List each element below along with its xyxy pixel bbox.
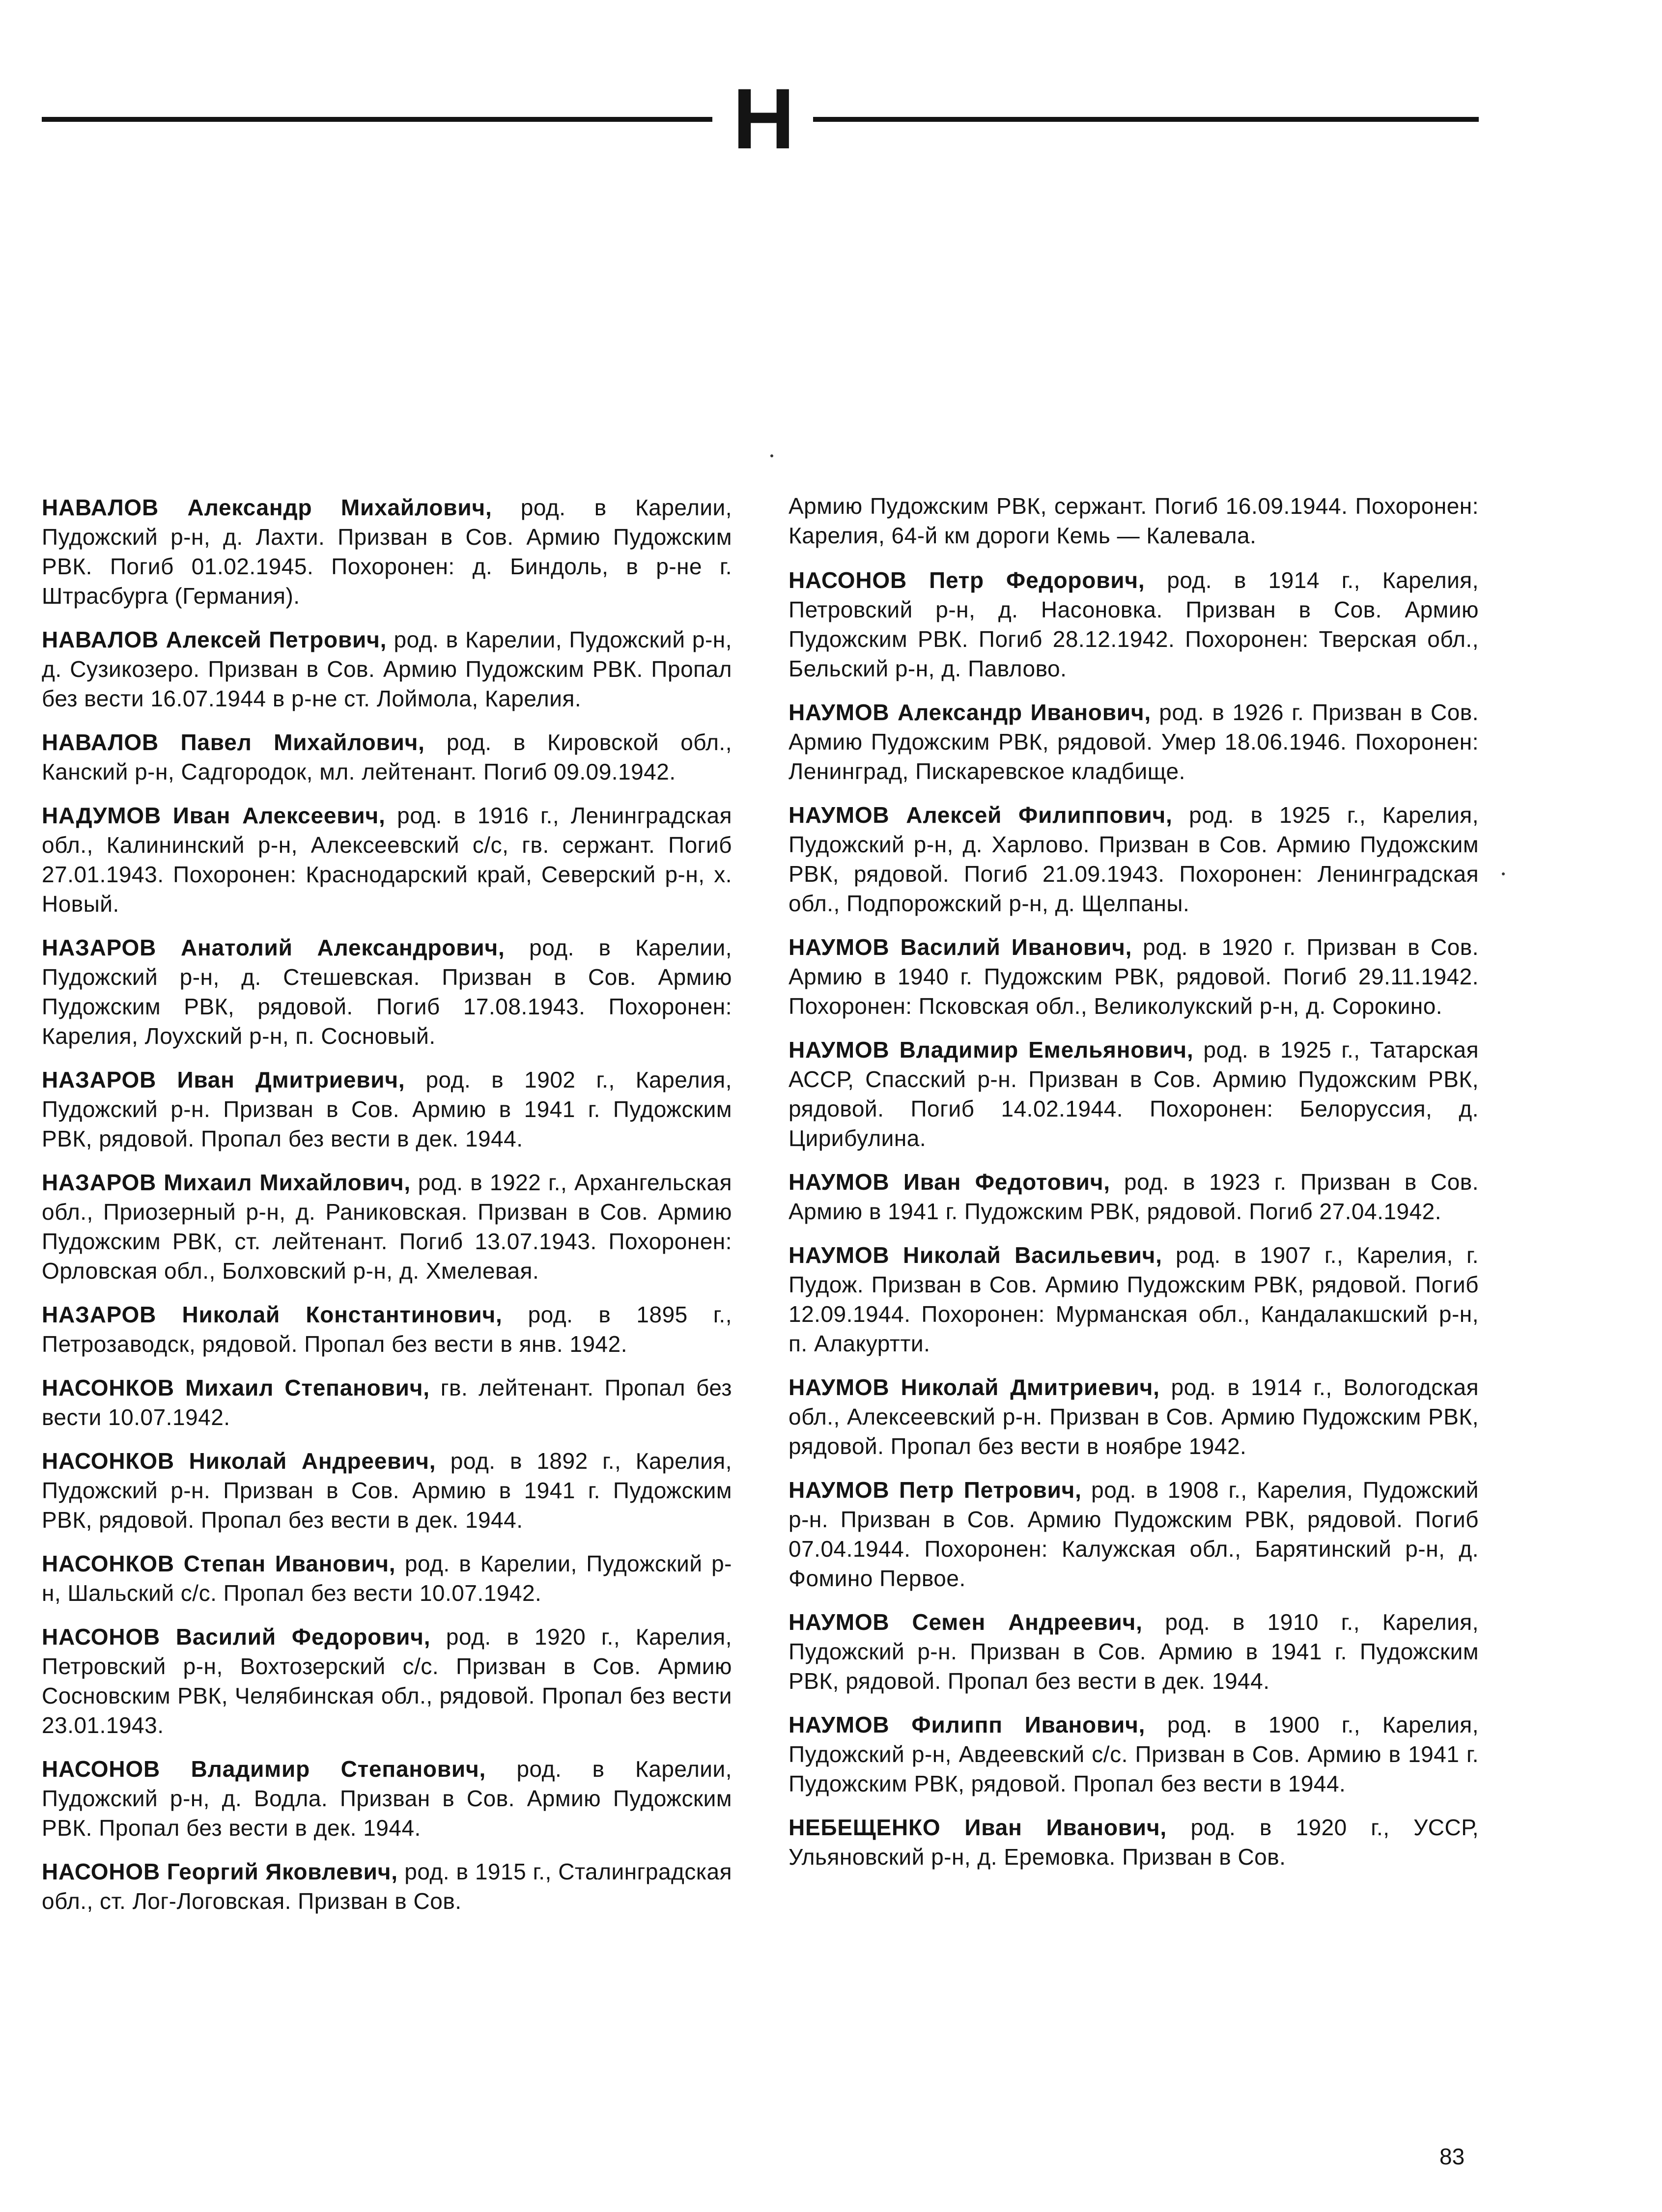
entry-text: род. в 1920 г. Призван в Сов. Армию в 1940 г. Пудожским РВК, рядовой. Погиб 29.11.1942. Похоронен: Псковская обл., Великолукский р-н, д. Сорокино. xyxy=(789,934,1479,1019)
entry-name: НАЗАРОВ Михаил Михайлович, xyxy=(42,1170,411,1195)
entry xyxy=(42,1446,732,1535)
header-rule-left xyxy=(42,117,712,122)
entry-name: НАУМОВ Петр Петрович, xyxy=(789,1477,1082,1503)
entry xyxy=(42,1065,732,1153)
entry xyxy=(42,1168,732,1286)
entry-text: род. в 1925 г., Татарская АССР, Спасский р-н. Призван в Сов. Армию Пудожским РВК, рядовой. Погиб 14.02.1944. Похоронен: Белоруссия, д. Цирибулина. xyxy=(789,1037,1479,1151)
entry-name: НАУМОВ Василий Иванович, xyxy=(789,934,1132,960)
entry-name: НЕБЕЩЕНКО Иван Иванович, xyxy=(789,1815,1167,1840)
section-header xyxy=(42,71,1479,167)
entry xyxy=(42,1300,732,1359)
entry-name: НАВАЛОВ Павел Михайлович, xyxy=(42,729,425,755)
entry-text: род. в 1892 г., Карелия, Пудожский р-н. Призван в Сов. Армию в 1941 г. Пудожским РВК, рядовой. Пропал без вести в дек. 1944. xyxy=(42,1448,732,1533)
entry-text: Армию Пудожским РВК, сержант. Погиб 16.09.1944. Похоронен: Карелия, 64-й км дороги Кемь — Калевала. xyxy=(789,493,1479,548)
section-letter: Н xyxy=(732,71,793,167)
entry xyxy=(789,1372,1479,1461)
entry-text: род. в 1915 г., Сталинградская обл., ст. Лог-Логовская. Призван в Сов. xyxy=(42,1859,732,1914)
entry xyxy=(789,800,1479,918)
entry-text: род. в 1920 г., УССР, Ульяновский р-н, д. Еремовка. Призван в Сов. xyxy=(789,1815,1479,1870)
entry xyxy=(42,1373,732,1432)
entry-text: род. в Кировской обл., Канский р-н, Садгородок, мл. лейтенант. Погиб 09.09.1942. xyxy=(42,729,732,784)
entry-name: НАУМОВ Александр Иванович, xyxy=(789,700,1151,725)
entry-text: род. в 1925 г., Карелия, Пудожский р-н, д. Харлово. Призван в Сов. Армию Пудожским РВК, рядовой. Погиб 21.09.1943. Похоронен: Ленинградская обл., Подпорожский р-н, д. Щелпаны. xyxy=(789,802,1479,916)
entry-text: род. в 1914 г., Вологодская обл., Алексеевский р-н. Призван в Сов. Армию Пудожским РВК, рядовой. Пропал без вести в ноябре 1942. xyxy=(789,1374,1479,1459)
entry-text: род. в Карелии, Пудожский р-н, д. Сузикозеро. Призван в Сов. Армию Пудожским РВК. Пропал без вести 16.07.1944 в р-не ст. Лоймола, Карелия. xyxy=(42,627,732,711)
entry xyxy=(42,493,732,611)
entry-text: род. в 1902 г., Карелия, Пудожский р-н. Призван в Сов. Армию в 1941 г. Пудожским РВК, рядовой. Пропал без вести в дек. 1944. xyxy=(42,1067,732,1151)
entry xyxy=(42,625,732,713)
entry-name: НАСОНОВ Георгий Яковлевич, xyxy=(42,1859,398,1884)
entry-name: НАУМОВ Семен Андреевич, xyxy=(789,1609,1143,1635)
page-number: 83 xyxy=(1439,2144,1465,2169)
entry-name: НАУМОВ Владимир Емельянович, xyxy=(789,1037,1194,1063)
entry-name: НАДУМОВ Иван Алексеевич, xyxy=(42,803,386,828)
entry-name: НАУМОВ Иван Федотович, xyxy=(789,1169,1110,1195)
entry-name: НАСОНОВ Петр Федорович, xyxy=(789,567,1145,593)
entry-name: НАЗАРОВ Анатолий Александрович, xyxy=(42,935,505,960)
entry-name: НАЗАРОВ Николай Константинович, xyxy=(42,1302,503,1327)
left-column xyxy=(42,493,732,1930)
entry-text: гв. лейтенант. Пропал без вести 10.07.1942. xyxy=(42,1375,732,1430)
entry xyxy=(789,932,1479,1021)
print-speck xyxy=(1502,872,1505,875)
entry-text: род. в Карелии, Пудожский р-н, д. Стешевская. Призван в Сов. Армию Пудожским РВК, рядовой. Погиб 17.08.1943. Похоронен: Карелия, Лоухский р-н, п. Сосновый. xyxy=(42,935,732,1049)
entry xyxy=(789,565,1479,683)
entry xyxy=(789,1813,1479,1872)
entry xyxy=(42,1549,732,1608)
entry-text: род. в 1916 г., Ленинградская обл., Калининский р-н, Алексеевский с/с, гв. сержант. Погиб 27.01.1943. Похоронен: Краснодарский край, Северский р-н, х. Новый. xyxy=(42,803,732,917)
entry-name: НАВАЛОВ Алексей Петрович, xyxy=(42,627,387,652)
entry-text: род. в 1923 г. Призван в Сов. Армию в 1941 г. Пудожским РВК, рядовой. Погиб 27.04.1942. xyxy=(789,1169,1479,1224)
entry-name: НАУМОВ Николай Васильевич, xyxy=(789,1242,1162,1268)
entry xyxy=(42,933,732,1051)
entry-text: род. в 1914 г., Карелия, Петровский р-н, д. Насоновка. Призван в Сов. Армию Пудожским РВК. Погиб 28.12.1942. Похоронен: Тверская обл., Бельский р-н, д. Павлово. xyxy=(789,567,1479,681)
entry-name: НАВАЛОВ Александр Михайлович, xyxy=(42,495,492,520)
entry-text: род. в Карелии, Пудожский р-н, д. Водла. Призван в Сов. Армию Пудожским РВК. Пропал без вести в дек. 1944. xyxy=(42,1756,732,1841)
entry-name: НАСОНОВ Василий Федорович, xyxy=(42,1624,431,1650)
entry xyxy=(789,698,1479,786)
entry xyxy=(42,1622,732,1740)
entry-text: род. в Карелии, Пудожский р-н, д. Лахти. Призван в Сов. Армию Пудожским РВК. Погиб 01.02.1945. Похоронен: д. Биндоль, в р-не г. Штрасбурга (Германия). xyxy=(42,495,732,609)
entry-text: род. в 1920 г., Карелия, Петровский р-н, Вохтозерский с/с. Призван в Сов. Армию Сосновским РВК, Челябинская обл., рядовой. Пропал без вести 23.01.1943. xyxy=(42,1624,732,1738)
header-rule-right xyxy=(813,117,1479,122)
entry xyxy=(789,1710,1479,1798)
entry-text: род. в 1926 г. Призван в Сов. Армию Пудожским РВК, рядовой. Умер 18.06.1946. Похоронен: Ленинград, Пискаревское кладбище. xyxy=(789,700,1479,784)
entry-name: НАУМОВ Николай Дмитриевич, xyxy=(789,1374,1160,1400)
entry-continuation xyxy=(789,491,1479,550)
entry xyxy=(789,1475,1479,1593)
entry xyxy=(42,1754,732,1843)
entry xyxy=(42,1857,732,1916)
entry-text: род. в 1922 г., Архангельская обл., Приозерный р-н, д. Раниковская. Призван в Сов. Армию Пудожским РВК, ст. лейтенант. Погиб 13.07.1943. Похоронен: Орловская обл., Болховский р-н, д. Хмелевая. xyxy=(42,1170,732,1284)
entry-text: род. в 1910 г., Карелия, Пудожский р-н. Призван в Сов. Армию в 1941 г. Пудожским РВК, рядовой. Пропал без вести в дек. 1944. xyxy=(789,1609,1479,1694)
entry-text: род. в 1900 г., Карелия, Пудожский р-н, Авдеевский с/с. Призван в Сов. Армию в 1941 г. Пудожским РВК, рядовой. Пропал без вести в 1944. xyxy=(789,1712,1479,1796)
entry-text: род. в Карелии, Пудожский р-н, Шальский с/с. Пропал без вести 10.07.1942. xyxy=(42,1551,732,1606)
entry xyxy=(789,1240,1479,1358)
entry xyxy=(789,1035,1479,1153)
entry-name: НАСОНКОВ Михаил Степанович, xyxy=(42,1375,430,1400)
entry-text: род. в 1908 г., Карелия, Пудожский р-н. Призван в Сов. Армию Пудожским РВК, рядовой. Погиб 07.04.1944. Похоронен: Калужская обл., Барятинский р-н, д. Фомино Первое. xyxy=(789,1477,1479,1591)
entry-name: НАСОНКОВ Николай Андреевич, xyxy=(42,1448,436,1474)
entry xyxy=(789,1607,1479,1696)
entry-name: НАСОНКОВ Степан Иванович, xyxy=(42,1551,396,1576)
entry-name: НАУМОВ Алексей Филиппович, xyxy=(789,802,1173,828)
print-speck xyxy=(770,454,773,457)
entry-name: НАСОНОВ Владимир Степанович, xyxy=(42,1756,486,1782)
entry-name: НАУМОВ Филипп Иванович, xyxy=(789,1712,1146,1737)
entry xyxy=(42,801,732,919)
entry-text: род. в 1895 г., Петрозаводск, рядовой. Пропал без вести в янв. 1942. xyxy=(42,1302,732,1357)
entry xyxy=(42,728,732,786)
entry-name: НАЗАРОВ Иван Дмитриевич, xyxy=(42,1067,405,1092)
entry-text: род. в 1907 г., Карелия, г. Пудож. Призван в Сов. Армию Пудожским РВК, рядовой. Погиб 12.09.1944. Похоронен: Мурманская обл., Кандалакшский р-н, п. Алакуртти. xyxy=(789,1242,1479,1356)
entry xyxy=(789,1167,1479,1226)
right-column xyxy=(789,491,1479,1886)
